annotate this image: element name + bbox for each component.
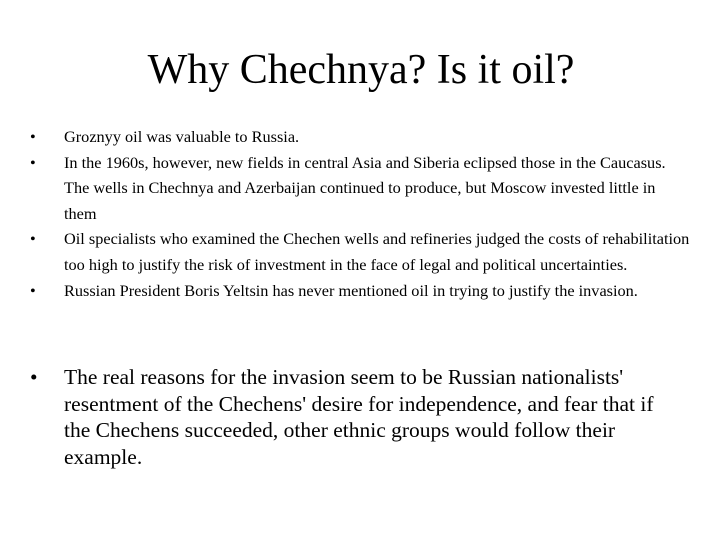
bullet-icon: • <box>30 280 36 300</box>
slide-title: Why Chechnya? Is it oil? <box>147 47 575 93</box>
bullet-list <box>30 124 690 303</box>
main-point-text: The real reasons for the invasion seem to be Russian nationalists' resentment of the Chechens' desire for independence, and fear that if the Chechens succeeded, other ethnic groups would follow their example. <box>64 365 654 469</box>
bullet-item <box>30 124 690 150</box>
bullet-text: Groznyy oil was valuable to Russia. <box>64 127 300 146</box>
bullet-icon: • <box>30 152 36 172</box>
bullet-icon: • <box>30 365 38 389</box>
bullet-item <box>30 278 690 304</box>
bullet-item <box>30 226 690 277</box>
main-point-list <box>30 364 680 470</box>
bullet-text: Russian President Boris Yeltsin has never mentioned oil in trying to justify the invasion. <box>64 280 638 300</box>
bullet-text: Oil specialists who examined the Chechen wells and refineries judged the costs of rehabilitation too high to justify the risk of investment in the face of legal and political uncertainties. <box>64 229 690 274</box>
bullet-icon: • <box>30 127 36 146</box>
bullet-text: In the 1960s, however, new fields in central Asia and Siberia eclipsed those in the Caucasus. The wells in Chechnya and Azerbaijan continued to produce, but Moscow invested little in them <box>64 152 666 223</box>
bullet-item <box>30 150 690 227</box>
bullet-icon: • <box>30 229 36 249</box>
main-point-item <box>30 364 680 470</box>
